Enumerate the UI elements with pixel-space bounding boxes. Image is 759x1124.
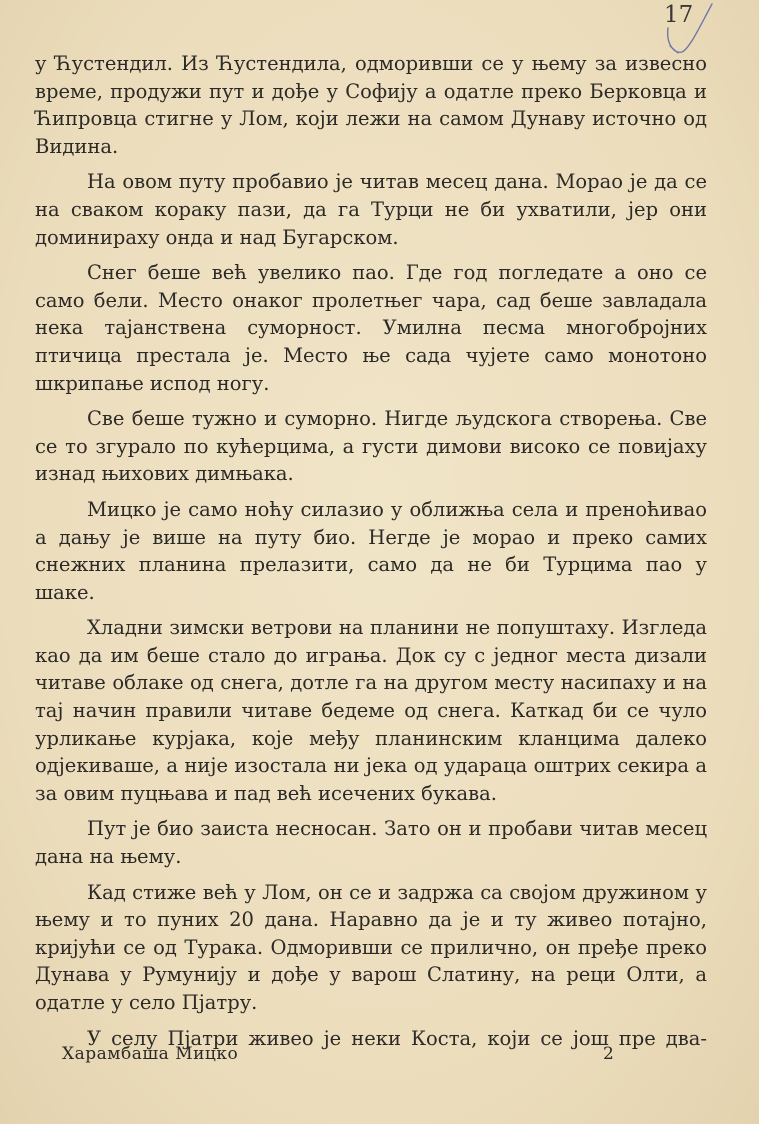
paragraph-8: Кад стиже већ у Лом, он се и задржа са својом дружином у њему и то пуних 20 дана. Наравно да је и ту живео потајно, кријући се од Турака. Одморивши се прилично, он пређе преко Дунава у Румунију и дође у варош Слатину, на реци Олти, а одатле у село Пјатру. xyxy=(35,880,707,1014)
book-title: Харамбаша Мицко xyxy=(62,1044,239,1064)
paragraph-2: На овом путу пробавио је читав месец дана. Морао је да се на сваком кораку пази, да га Турци не би ухватили, јер они доминираху онда и над Бугарском. xyxy=(35,170,707,249)
paragraph-9: У селу Пјатри живео је неки Коста, који се још пре два- xyxy=(87,1026,707,1050)
body-text xyxy=(35,50,707,1052)
printer-signature: 2 xyxy=(603,1044,614,1064)
paragraph-6: Хладни зимски ветрови на планини не попуштаху. Изгледа као да им беше стало до играња. Док су с једног места дизали читаве облаке од снега, дотле га на другом месту насипаху и на тај начин правили читаве бедеме од снега. Каткад би се чуло урликање курјака, које међу планинским кланцима далеко одјекиваше, а није изостала ни јека од удараца оштрих секира а за овим пуцњава и пад већ исечених букава. xyxy=(35,616,707,805)
paragraph-4: Све беше тужно и суморно. Нигде људскога створења. Све се то згурало по кућерцима, а густи димови високо се повијаху изнад њихових димњака. xyxy=(35,407,707,486)
page-number: 17 xyxy=(664,2,694,28)
paragraph-1: у Ћустендил. Из Ћустендила, одморивши се у њему за извесно време, продужи пут и дође у Софију а одатле преко Берковца и Ћипровца стигне у Лом, који лежи на самом Дунаву источно од Видина. xyxy=(35,52,707,158)
paragraph-7: Пут је био заиста несносан. Зато он и пробави читав месец дана на њему. xyxy=(35,817,707,869)
paragraph-3: Снег беше већ увелико пао. Где год погледате а оно се само бели. Место онаког пролетњег чара, сад беше завладала нека тајанствена суморност. Умилна песма многобројних птичица престала је. Место ње сада чујете само монотоно шкрипање испод ногу. xyxy=(35,261,707,395)
paragraph-5: Мицко је само ноћу силазио у оближња села и преноћивао а дању је више на путу био. Негде је морао и преко самих снежних планина прелазити, само да не би Турцима пао у шаке. xyxy=(35,497,707,604)
